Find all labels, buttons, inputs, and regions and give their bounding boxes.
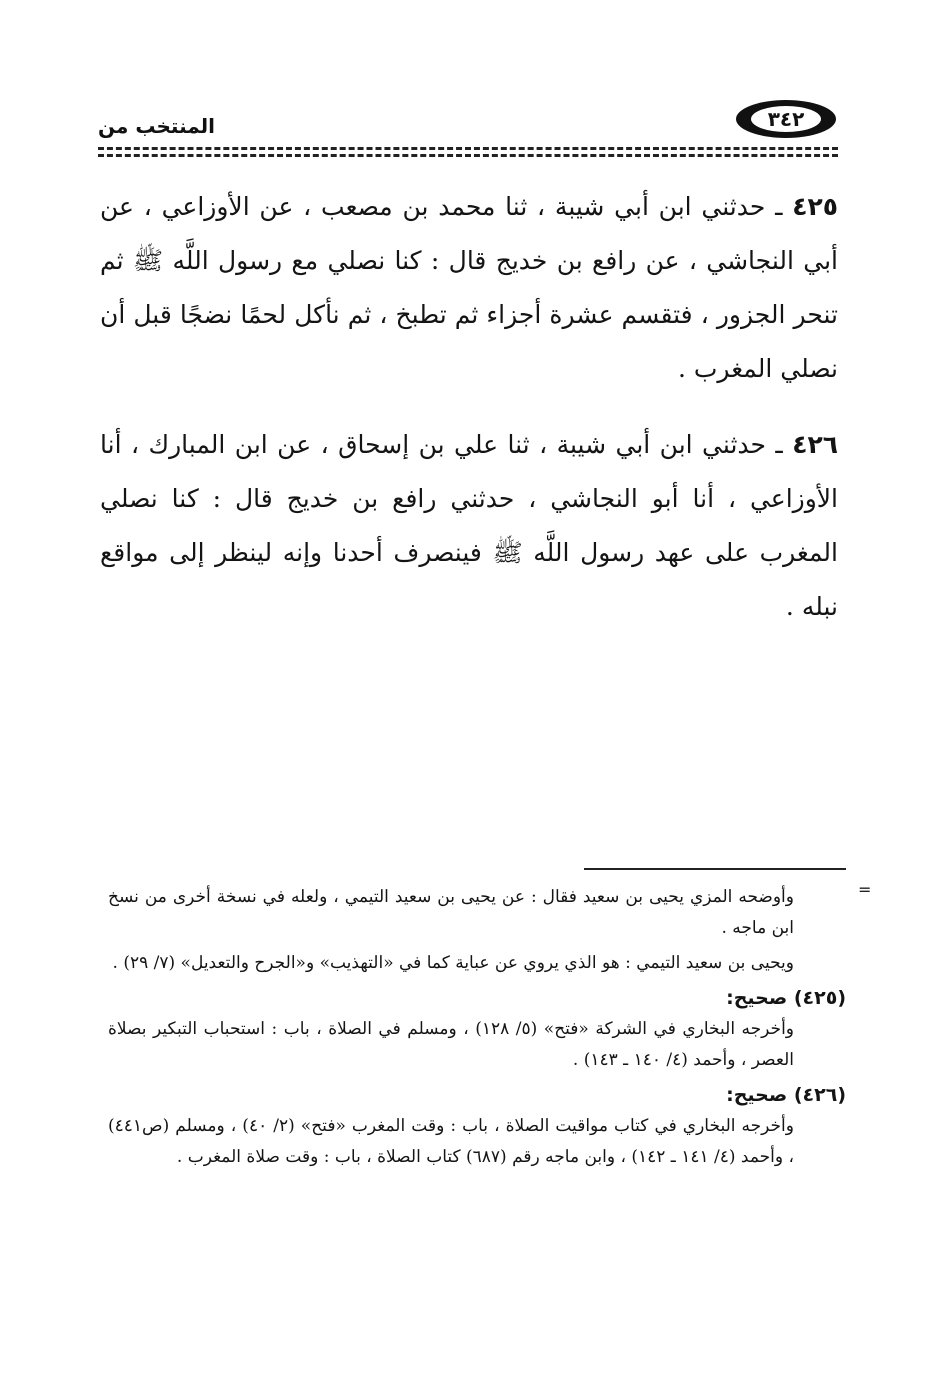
hadith-426 bbox=[100, 418, 838, 634]
footnote-heading-425: (٤٢٥) صحيح: bbox=[726, 987, 846, 1009]
header-divider bbox=[98, 147, 838, 150]
footnote-paragraph: وأخرجه البخاري في الشركة «فتح» (٥/ ١٢٨) ، ومسلم في الصلاة ، باب : استحباب التبكير بصلاة العصر ، وأحمد (٤/ ١٤٠ ـ ١٤٣) . bbox=[108, 1019, 795, 1070]
footnote-continuation-mark: = bbox=[858, 880, 872, 899]
hadith-number: ٤٢٥ bbox=[792, 192, 838, 221]
footnote-paragraph: وأوضحه المزي يحيى بن سعيد فقال : عن يحيى بن سعيد التيمي ، ولعله في نسخة أخرى من نسخ ابن ماجه . bbox=[108, 887, 794, 938]
footnote-separator bbox=[584, 868, 846, 870]
main-text bbox=[100, 180, 838, 656]
header-divider-lower bbox=[98, 154, 838, 157]
hadith-text: ـ حدثني ابن أبي شيبة ، ثنا محمد بن مصعب ، عن الأوزاعي ، عن أبي النجاشي ، عن رافع بن خديج قال : كنا نصلي مع رسول اللَّه ﷺ ثم تنحر الجزور ، فتقسم عشرة أجزاء ثم تطبخ ، ثم نأكل لحمًا نضجًا قبل أن نصلي المغرب . bbox=[100, 192, 838, 383]
hadith-text: ـ حدثني ابن أبي شيبة ، ثنا علي بن إسحاق ، عن ابن المبارك ، أنا الأوزاعي ، أنا أبو النجاشي ، حدثني رافع بن خديج قال : كنا نصلي المغرب على عهد رسول اللَّه ﷺ فينصرف أحدنا وإنه لينظر إلى مواقع نبله . bbox=[100, 430, 838, 621]
page-number-badge bbox=[736, 100, 836, 138]
footnotes bbox=[108, 882, 846, 1177]
footnote-paragraph: وأخرجه البخاري في كتاب مواقيت الصلاة ، باب : وقت المغرب «فتح» (٢/ ٤٠) ، ومسلم (ص٤٤١) ، وأحمد (٤/ ١٤١ ـ ١٤٢) ، وابن ماجه رقم (٦٨٧) كتاب الصلاة ، باب : وقت صلاة المغرب . bbox=[108, 1116, 794, 1167]
hadith-425 bbox=[100, 180, 838, 396]
footnote-heading-426: (٤٢٦) صحيح: bbox=[726, 1084, 846, 1106]
book-title: المنتخب من bbox=[98, 114, 216, 138]
page-header bbox=[98, 100, 838, 160]
page-number: ٣٤٢ bbox=[751, 106, 821, 132]
hadith-number: ٤٢٦ bbox=[792, 430, 838, 459]
footnote-paragraph: ويحيى بن سعيد التيمي : هو الذي يروي عن عباية كما في «التهذيب» و«الجرح والتعديل» (٧/ ٢٩) . bbox=[112, 953, 794, 973]
